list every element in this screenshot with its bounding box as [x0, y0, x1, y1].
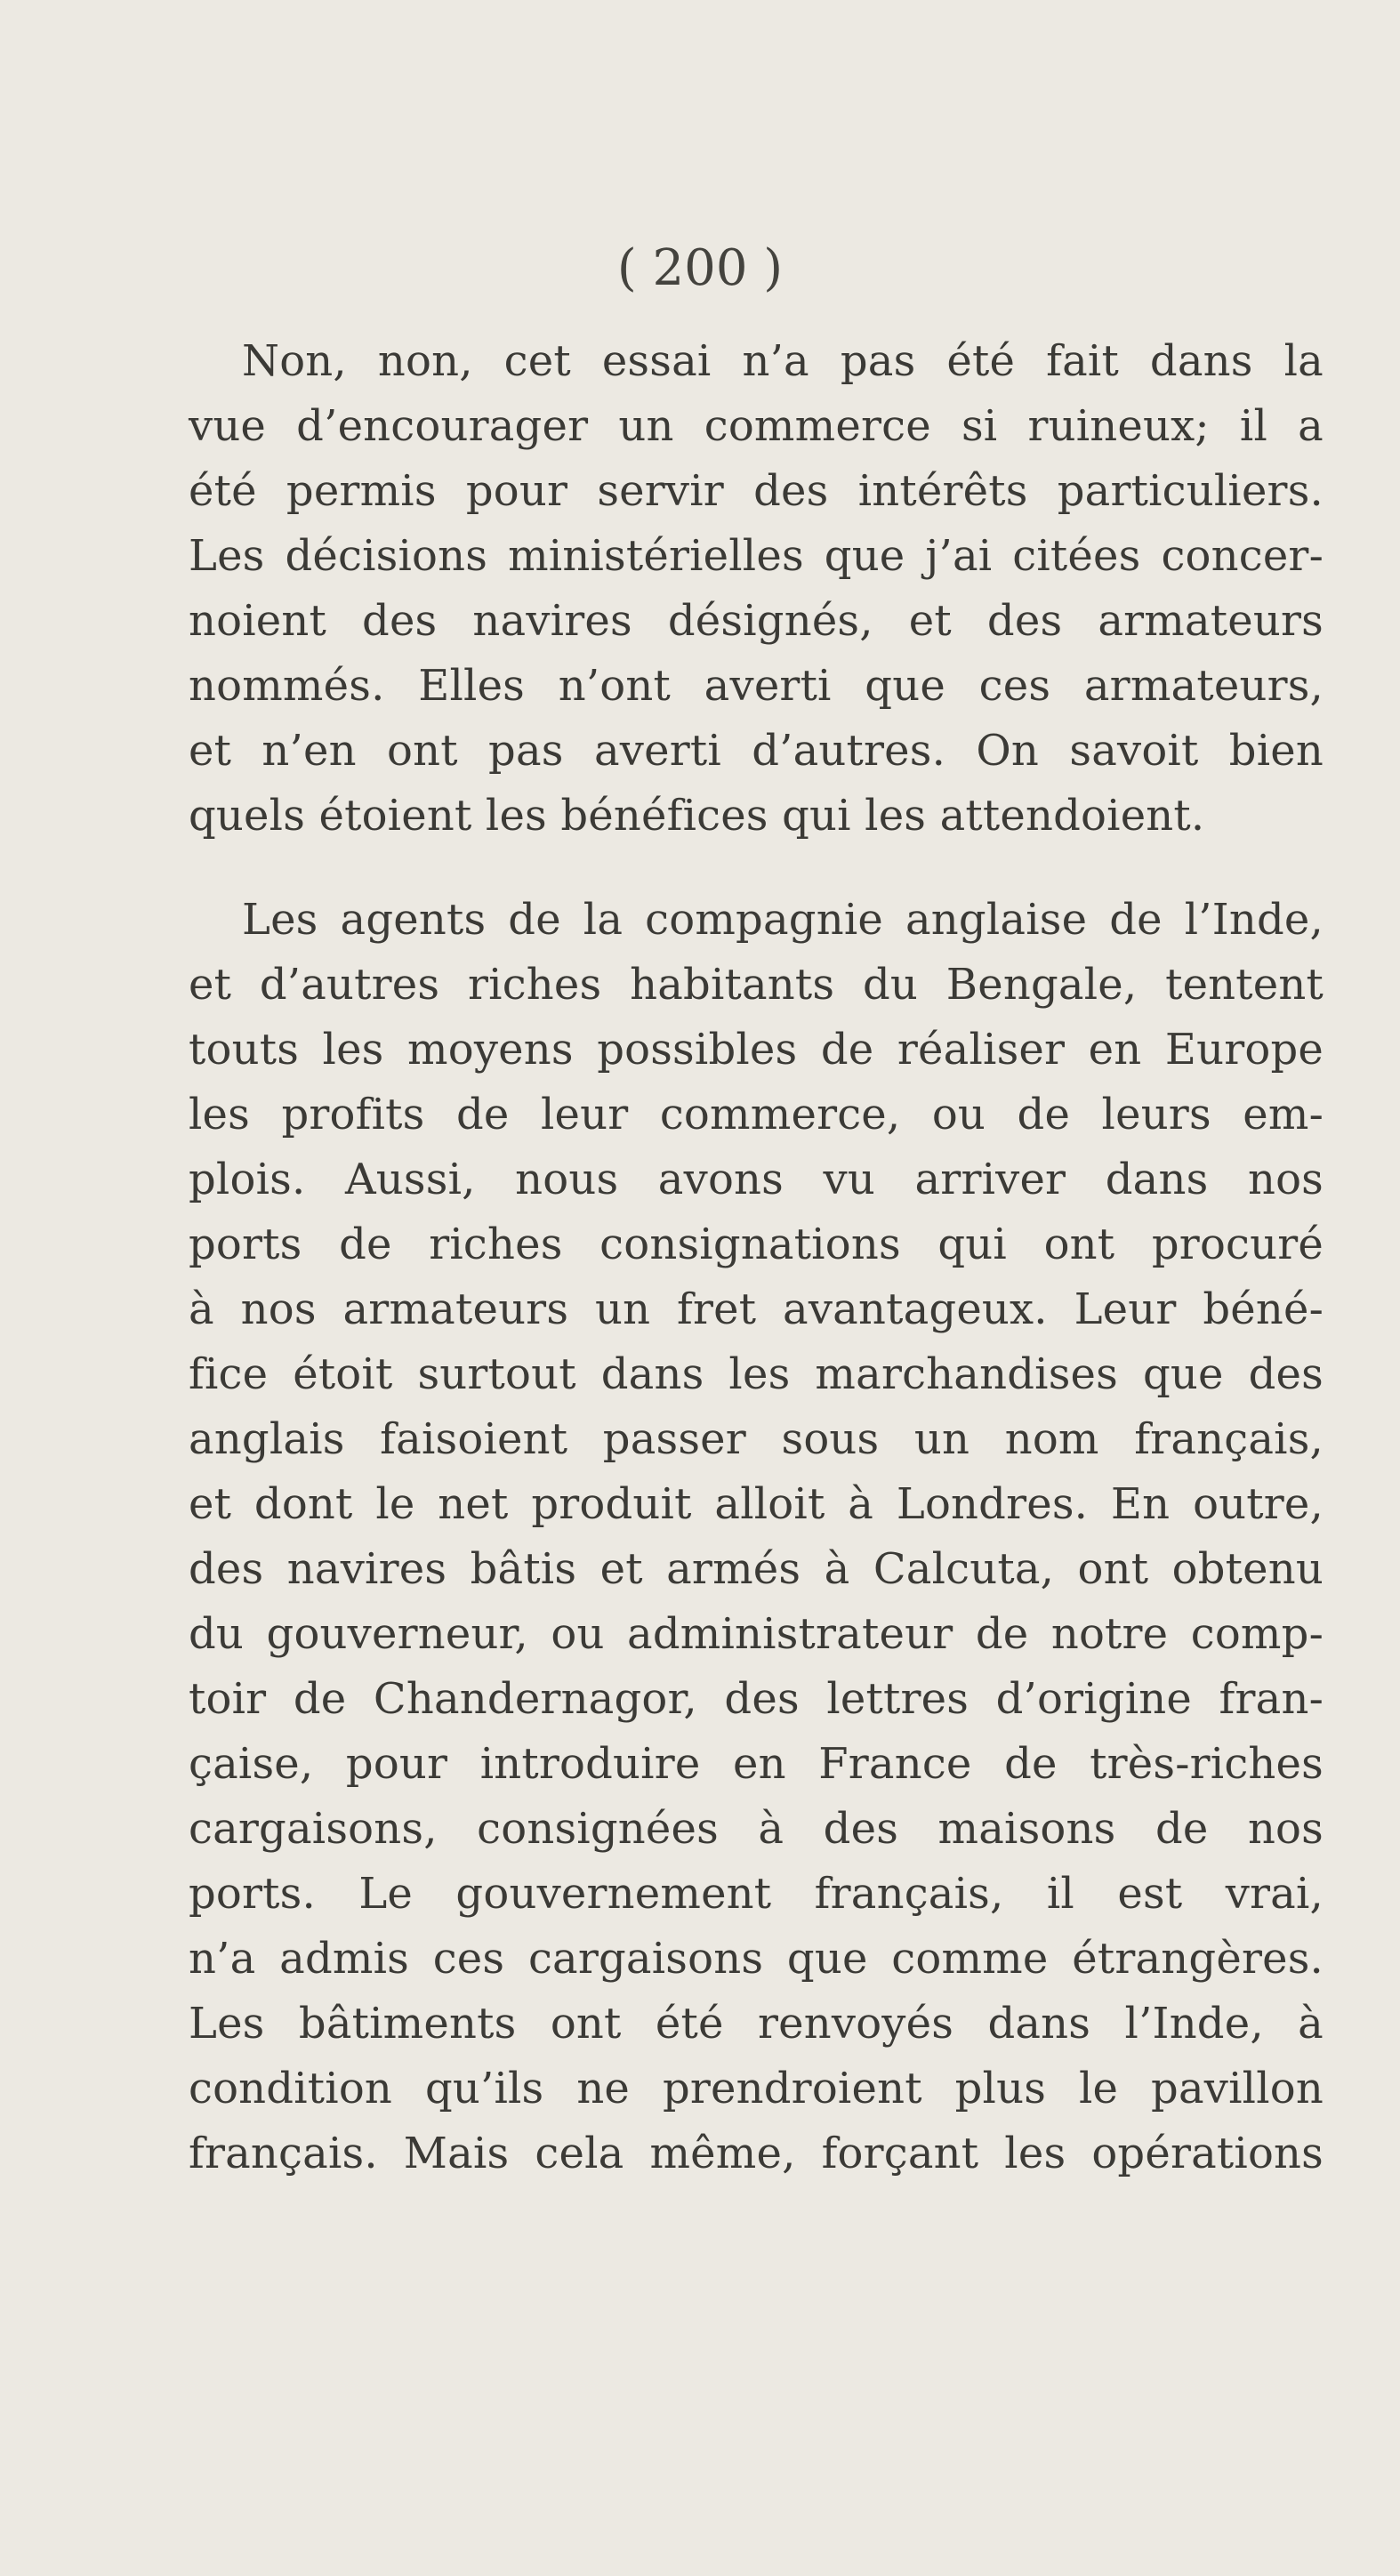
text-line: noient des navires désignés, et des armateurs — [189, 596, 1324, 646]
paragraph-2 — [189, 888, 1324, 2186]
text-line: condition qu’ils ne prendroient plus le pavillon — [189, 2064, 1324, 2113]
text-line: cargaisons, consignées à des maisons de nos — [189, 1804, 1324, 1854]
text-line: nommés. Elles n’ont averti que ces armateurs, — [189, 661, 1324, 711]
text-line: et dont le net produit alloit à Londres. En outre, — [189, 1479, 1324, 1529]
text-line: anglais faisoient passer sous un nom français, — [189, 1414, 1324, 1464]
text-line: toir de Chandernagor, des lettres d’origine fran- — [189, 1674, 1324, 1724]
text-line: des navires bâtis et armés à Calcuta, ont obtenu — [189, 1544, 1324, 1594]
paragraph-spacing — [189, 849, 1324, 888]
text-line: quels étoient les bénéfices qui les attendoient. — [189, 791, 1205, 841]
text-line: ports de riches consignations qui ont procuré — [189, 1220, 1324, 1269]
text-line: et n’en ont pas averti d’autres. On savoit bien — [189, 726, 1324, 776]
text-line: touts les moyens possibles de réaliser en Europe — [189, 1025, 1324, 1075]
text-line: çaise, pour introduire en France de très-riches — [189, 1739, 1324, 1789]
text-line: Non, non, cet essai n’a pas été fait dans la — [242, 336, 1324, 386]
text-line: les profits de leur commerce, ou de leurs em- — [189, 1090, 1324, 1139]
text-line: du gouverneur, ou administrateur de notre comp- — [189, 1609, 1324, 1659]
text-line: Les bâtiments ont été renvoyés dans l’Inde, à — [189, 1999, 1324, 2049]
text-line: été permis pour servir des intérêts particuliers. — [189, 466, 1324, 516]
text-line: plois. Aussi, nous avons vu arriver dans nos — [189, 1155, 1324, 1204]
text-line: ports. Le gouvernement français, il est vrai, — [189, 1869, 1324, 1919]
text-line: Les décisions ministérielles que j’ai citées concer- — [189, 531, 1324, 581]
page-number: ( 200 ) — [616, 239, 784, 297]
text-line: vue d’encourager un commerce si ruineux; il a — [189, 401, 1324, 451]
text-line: Les agents de la compagnie anglaise de l’Inde, — [242, 895, 1324, 945]
text-line: à nos armateurs un fret avantageux. Leur béné- — [189, 1284, 1324, 1334]
text-line: n’a admis ces cargaisons que comme étrangères. — [189, 1934, 1324, 1984]
paragraph-1 — [189, 329, 1324, 849]
text-line: français. Mais cela même, forçant les opérations — [189, 2129, 1324, 2178]
text-line: et d’autres riches habitants du Bengale, tentent — [189, 960, 1324, 1010]
text-line: fice étoit surtout dans les marchandises que des — [189, 1349, 1324, 1399]
body-text — [189, 329, 1324, 2186]
